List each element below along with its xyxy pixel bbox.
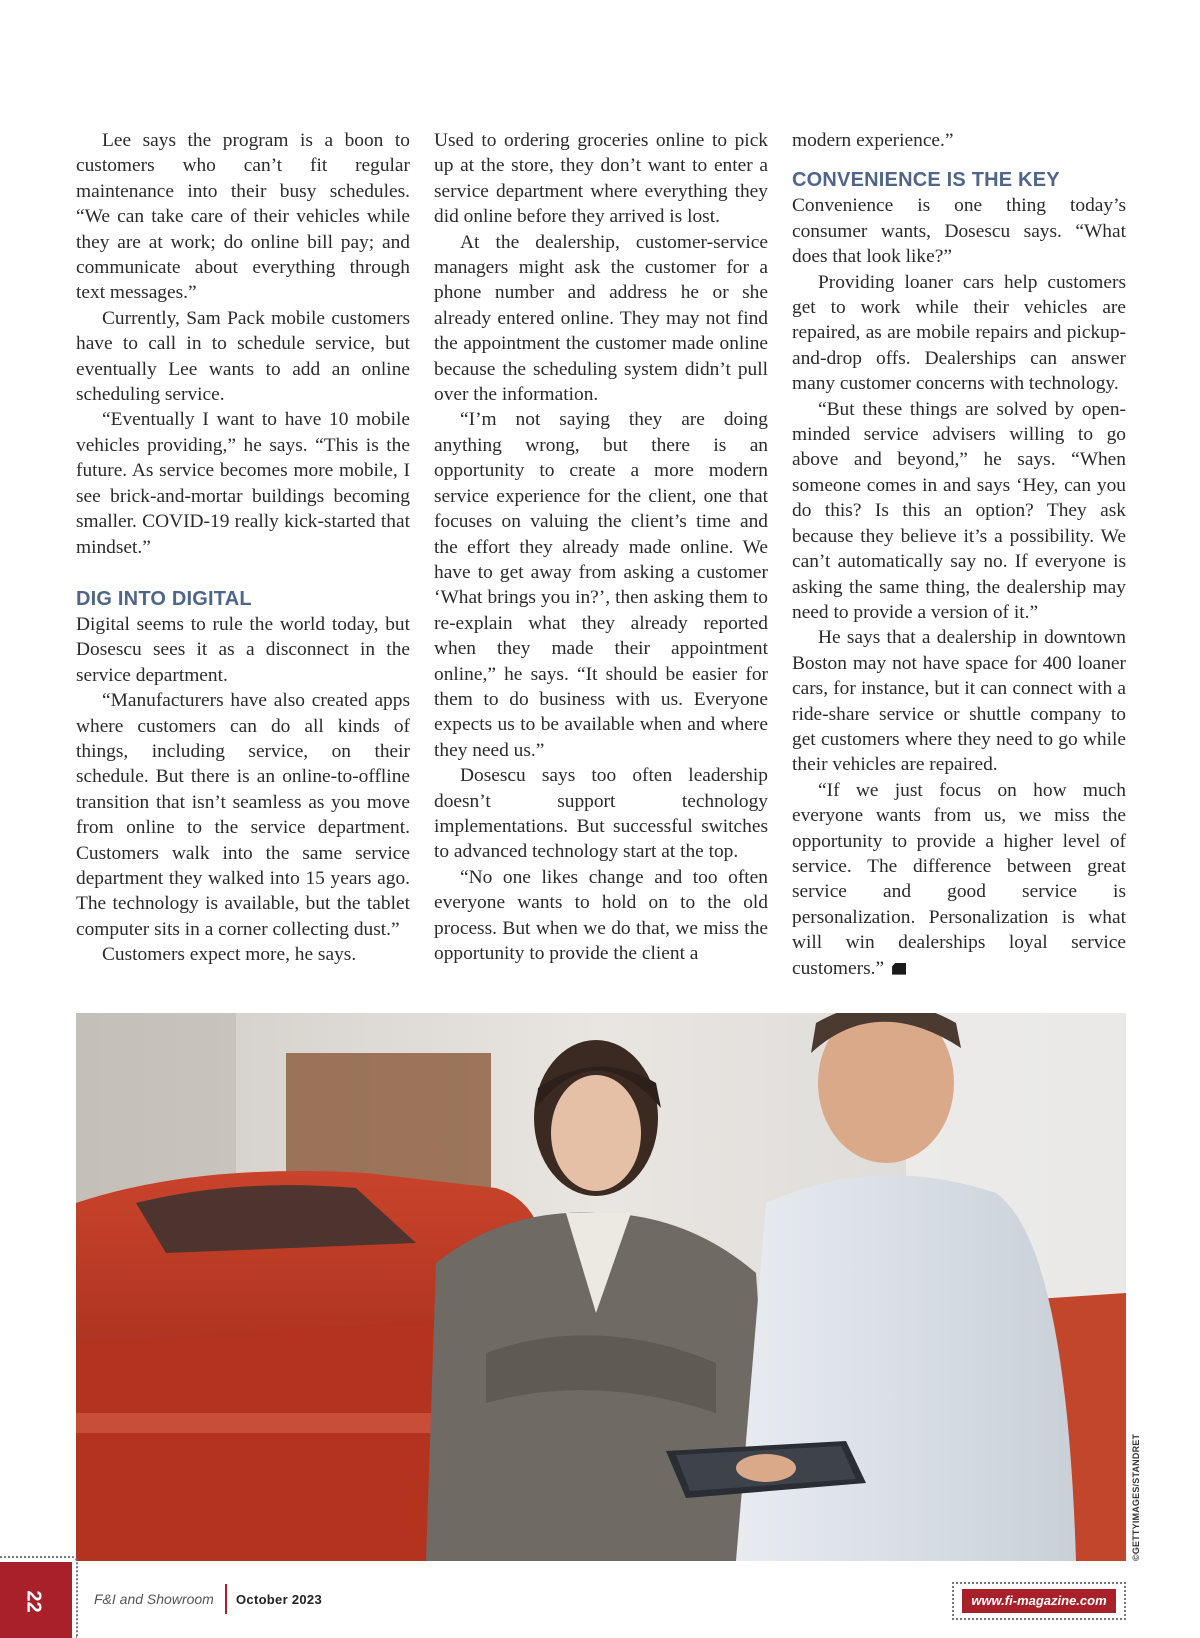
- paragraph: Convenience is one thing today’s consumer wants, Dosescu says. “What does that look like?”: [792, 195, 1126, 268]
- footer-divider: [225, 1584, 227, 1614]
- paragraph: [792, 778, 1126, 981]
- paragraph: “But these things are solved by open-minded service advisers willing to go above and beyond,” he says. “When someone comes in and says ‘Hey, can you do this? Is this an option? They ask because they believe it’s a possibility. We can’t automatically say no. If everyone is asking the same thing, the dealership may need to provide a version of it.”: [792, 398, 1126, 623]
- photo-illustration: [76, 1013, 1126, 1561]
- article-photo: [76, 1013, 1126, 1561]
- end-of-story-icon: [892, 963, 906, 975]
- photo-credit: ©GETTYIMAGES/STANDRET: [1131, 1433, 1141, 1561]
- paragraph: “No one likes change and too often everyone wants to hold on to the old process. But when we do that, we miss the opportunity to provide the client a: [434, 866, 768, 964]
- issue-date: October 2023: [236, 1592, 322, 1607]
- section-heading: CONVENIENCE IS THE KEY: [792, 169, 1060, 192]
- paragraph: Dosescu says too often leadership doesn’t support technology implementations. But successful switches to advanced technology start at the top.: [434, 765, 768, 863]
- paragraph: Used to ordering groceries online to pick up at the store, they don’t want to enter a service department where everything they did online before they arrived is lost.: [434, 130, 768, 228]
- paragraph: Lee says the program is a boon to customers who can’t fit regular maintenance into their busy schedules. “We can take care of their vehicles while they are at work; do online bill pay; and communicate about everything through text messages.”: [76, 130, 410, 304]
- paragraph: Providing loaner cars help customers get to work while their vehicles are repaired, as are mobile repairs and pickup-and-drop offs. Dealerships can answer many customer concerns with technology.: [792, 271, 1126, 395]
- article-column-2: [434, 128, 768, 966]
- section-heading: DIG INTO DIGITAL: [76, 587, 252, 610]
- paragraph: modern experience.”: [792, 130, 954, 151]
- paragraph: Currently, Sam Pack mobile customers have to call in to schedule service, but eventually Lee wants to add an online scheduling service.: [76, 307, 410, 406]
- website-link[interactable]: www.fi-magazine.com: [962, 1589, 1116, 1613]
- paragraph: “I’m not saying they are doing anything wrong, but there is an opportunity to create a more modern service experience for the client, one that focuses on valuing the client’s time and the effort they already made online. We have to get away from asking a customer ‘What brings you in?’, then asking them to re-explain what they already reported when they made their appointment online,” he says. “It should be easier for them to do business with us. Everyone expects us to be available when and where they need us.”: [434, 409, 768, 761]
- paragraph: Customers expect more, he says.: [102, 944, 357, 966]
- article-column-3: [792, 128, 1126, 981]
- magazine-name: F&I and Showroom: [94, 1591, 214, 1607]
- paragraph: He says that a dealership in downtown Boston may not have space for 400 loaner cars, for instance, but it can connect with a ride-share service or shuttle company to get customers where they need to go while their vehicles are repaired.: [792, 627, 1126, 776]
- paragraph: Digital seems to rule the world today, but Dosescu sees it as a disconnect in the service department.: [76, 613, 410, 686]
- article-column-1: [76, 128, 410, 968]
- page-number: 22: [22, 1590, 45, 1613]
- paragraph-text: “If we just focus on how much everyone wants from us, we miss the opportunity to provide a higher level of service. The difference between great service and good service is personalization. Personalization is what will win dealerships loyal service customers.”: [792, 779, 1126, 979]
- paragraph: At the dealership, customer-service managers might ask the customer for a phone number and address he or she already entered online. They may not find the appointment the customer made online because the scheduling system didn’t pull over the information.: [434, 231, 768, 406]
- paragraph: “Manufacturers have also created apps where customers can do all kinds of things, including service, on their schedule. But there is an online-to-offline transition that isn’t seamless as you move from online to the service department. Customers walk into the same service department they walked into 15 years ago. The technology is available, but the tablet computer sits in a corner collecting dust.”: [76, 690, 410, 940]
- paragraph: “Eventually I want to have 10 mobile vehicles providing,” he says. “This is the future. As service becomes more mobile, I see brick-and-mortar buildings becoming smaller. COVID-19 really kick-started that mindset.”: [76, 409, 410, 558]
